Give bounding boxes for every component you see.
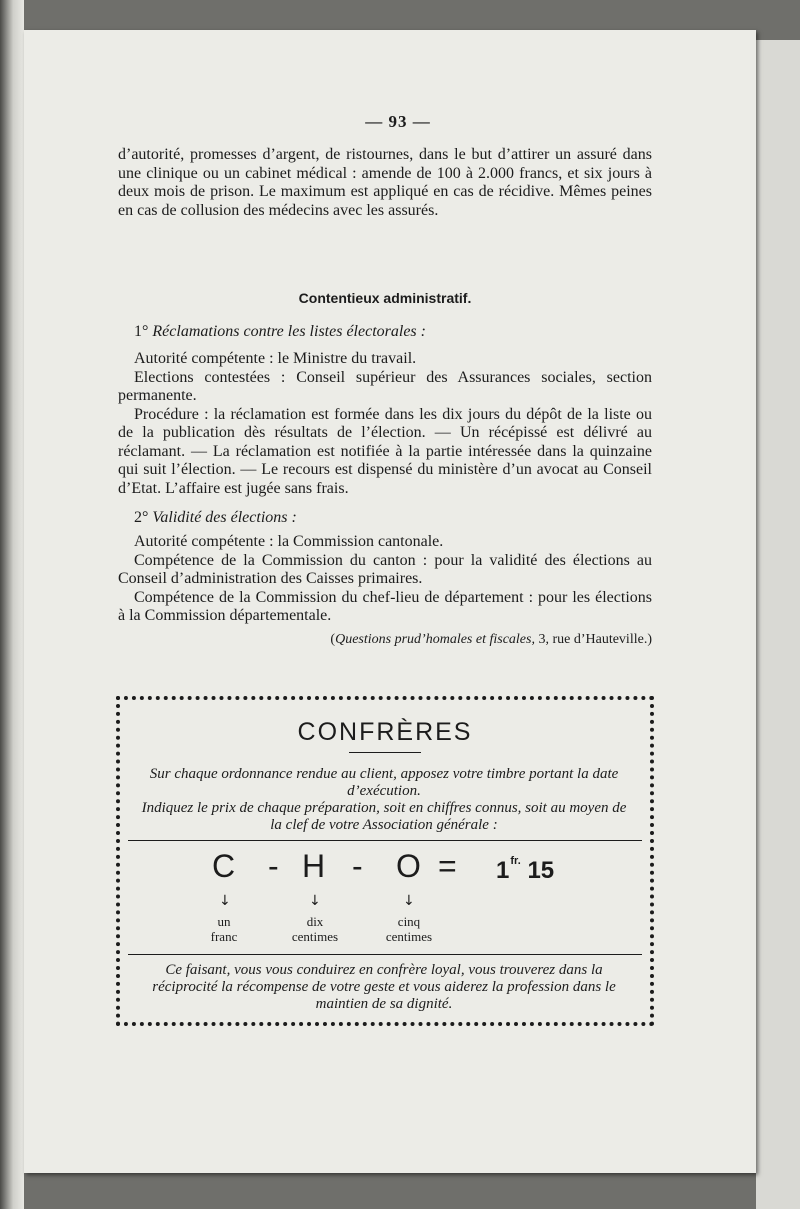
subsection-1-line: Autorité compétente : le Ministre du travail.	[134, 350, 417, 367]
code-equals: =	[438, 848, 457, 884]
title-underline	[349, 752, 421, 753]
notice-text-3: Ce faisant, vous vous conduirez en confrère loyal, vous trouverez dans la réciprocité la récompense de votre geste et vous aiderez la profession dans le maintien de sa dignité.	[152, 962, 616, 1012]
notice-title: CONFRÈRES	[297, 718, 473, 746]
notice-instructions	[134, 766, 634, 834]
unit-line: cinq	[397, 914, 421, 929]
subsection-1-line: Elections contestées : Conseil supérieur des Assurances sociales, section permanente.	[118, 368, 652, 404]
subsection-2-line: Compétence de la Commission du chef-lieu de département : pour les élections à la Commission départementale.	[118, 588, 652, 624]
source-address: 3, rue d’Hauteville.	[538, 632, 648, 647]
subsection-2-heading	[134, 509, 297, 527]
unit-label-c	[192, 914, 256, 944]
arrow-down-icon: ↓	[219, 893, 231, 909]
unit-line: franc	[210, 929, 238, 944]
subsection-2-line: Autorité compétente : la Commission cantonale.	[134, 533, 444, 550]
unit-label-h	[280, 914, 350, 944]
code-letter-h: H	[302, 848, 326, 884]
price-centimes: 15	[527, 857, 555, 884]
unit-line: centimes	[291, 929, 339, 944]
background-strip	[756, 40, 800, 1209]
intro-paragraph: d’autorité, promesses d’argent, de ristournes, dans le but d’attirer un assuré dans une clinique ou un cabinet médical : amende de 100 à 2.000 francs, et six jours à deux mois de prison. Le maximum est appliqué en cas de récidive. Mêmes peines en cas de collusion des médecins avec les assurés.	[118, 146, 652, 219]
subsection-1-body	[118, 350, 652, 498]
code-price	[496, 855, 554, 885]
subsection-1-number: 1°	[134, 323, 149, 340]
page-number: — 93 —	[365, 112, 431, 131]
subsection-2-body	[118, 533, 652, 626]
unit-line: dix	[306, 914, 324, 929]
subsection-2-title: Validité des élections :	[152, 509, 297, 526]
confreres-notice-box	[116, 696, 654, 1026]
unit-line: centimes	[385, 929, 433, 944]
section-title: Contentieux administratif.	[298, 290, 472, 306]
unit-line: un	[217, 914, 231, 929]
arrow-down-icon: ↓	[309, 893, 321, 909]
arrow-down-icon: ↓	[403, 893, 415, 909]
subsection-2-number: 2°	[134, 509, 149, 526]
code-dash: -	[352, 848, 363, 884]
unit-label-o	[374, 914, 444, 944]
code-letter-o: O	[396, 848, 421, 884]
price-francs-unit: fr.	[510, 855, 521, 867]
divider-bottom	[128, 954, 642, 955]
adjacent-page-edge	[0, 0, 24, 1209]
subsection-2-line: Compétence de la Commission du canton : pour la validité des élections au Conseil d’administration des Caisses primaires.	[118, 551, 652, 587]
code-dash: -	[268, 848, 279, 884]
subsection-1-heading	[134, 323, 426, 341]
notice-text-1: Sur chaque ordonnance rendue au client, apposez votre timbre portant la date d’exécution.	[149, 766, 619, 799]
source-citation: (Questions prud’homales et fiscales, 3, rue d’Hauteville.)	[330, 632, 652, 647]
source-title: Questions prud’homales et fiscales,	[335, 632, 535, 647]
price-francs: 1	[496, 857, 510, 884]
code-letter-c: C	[212, 848, 236, 884]
document-page	[24, 30, 756, 1173]
divider-top	[128, 840, 642, 841]
notice-text-2: Indiquez le prix de chaque préparation, soit en chiffres connus, soit au moyen de la clef de votre Association générale :	[141, 800, 627, 833]
subsection-1-title: Réclamations contre les listes électorales :	[152, 323, 426, 340]
subsection-1-line: Procédure : la réclamation est formée dans les dix jours du dépôt de la liste ou de la publication dès résultats de l’élection. — Un récépissé est délivré au réclamant. — La réclamation est notifiée à la partie intéressée dans la quinzaine qui suit l’élection. — Le recours est dispensé du ministère d’un avocat au Conseil d’Etat. L’affaire est jugée sans frais.	[118, 405, 652, 497]
